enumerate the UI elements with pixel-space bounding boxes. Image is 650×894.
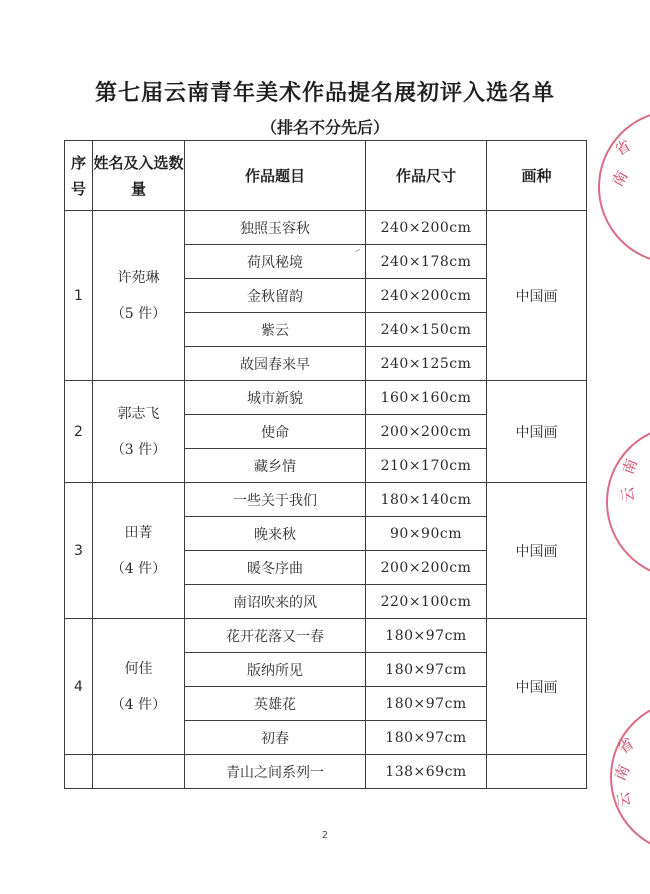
- genre-cell: 中国画: [487, 381, 587, 483]
- work-size: 200×200cm: [366, 551, 487, 585]
- official-seal-middle: [606, 425, 650, 579]
- artist-name: 何佳: [124, 660, 153, 677]
- seal-char: 省: [611, 136, 634, 160]
- table-row: [65, 211, 587, 245]
- artist-name: 田菁: [124, 524, 153, 541]
- artist-cell: [93, 619, 185, 755]
- work-size: 180×97cm: [366, 619, 487, 653]
- seal-char: 南: [610, 762, 634, 784]
- header-seq: 序号: [65, 141, 93, 211]
- work-size: 90×90cm: [366, 517, 487, 551]
- artist-cell: [93, 211, 185, 381]
- artist-name: 许苑琳: [117, 269, 160, 286]
- artist-cell: [93, 483, 185, 619]
- work-title: 紫云: [185, 313, 366, 347]
- work-title: 藏乡情: [185, 449, 366, 483]
- artist-count: （5 件）: [110, 305, 167, 322]
- work-size: 180×97cm: [366, 653, 487, 687]
- document-subtitle: （排名不分先后）: [260, 118, 389, 137]
- table-row: [65, 381, 587, 415]
- work-size: 200×200cm: [366, 415, 487, 449]
- work-size: 138×69cm: [366, 755, 487, 789]
- genre-cell: [487, 755, 587, 789]
- genre-cell: 中国画: [487, 619, 587, 755]
- work-size: 240×200cm: [366, 211, 487, 245]
- genre-cell: 中国画: [487, 483, 587, 619]
- header-genre: 画种: [487, 141, 587, 211]
- table-row: [65, 483, 587, 517]
- seq-cell: [65, 755, 93, 789]
- work-size: 240×178cm: [366, 245, 487, 279]
- seq-cell: 2: [65, 381, 93, 483]
- work-size: 180×97cm: [366, 687, 487, 721]
- table-row: [65, 619, 587, 653]
- work-title: 英雄花: [185, 687, 366, 721]
- document-title: 第七届云南青年美术作品提名展初评入选名单: [94, 81, 555, 106]
- work-title: 城市新貌: [185, 381, 366, 415]
- work-size: 180×140cm: [366, 483, 487, 517]
- work-title: 青山之间系列一: [185, 755, 366, 789]
- work-size: 160×160cm: [366, 381, 487, 415]
- work-size: 210×170cm: [366, 449, 487, 483]
- artist-cell: [93, 381, 185, 483]
- work-size: 240×150cm: [366, 313, 487, 347]
- artist-count: （4 件）: [110, 560, 167, 577]
- work-size: 240×200cm: [366, 279, 487, 313]
- work-title: 独照玉容秋: [185, 211, 366, 245]
- seq-cell: 3: [65, 483, 93, 619]
- work-title: 花开花落又一春: [185, 619, 366, 653]
- work-title: 晚来秋: [185, 517, 366, 551]
- seq-cell: 4: [65, 619, 93, 755]
- work-size: 220×100cm: [366, 585, 487, 619]
- work-title: 使命: [185, 415, 366, 449]
- header-work: 作品题目: [185, 141, 366, 211]
- work-title: 荷风秘境: [185, 245, 366, 279]
- work-title: 金秋留韵: [185, 279, 366, 313]
- work-title: 一些关于我们: [185, 483, 366, 517]
- page-number: 2: [321, 830, 329, 841]
- artist-cell: [93, 755, 185, 789]
- selection-list-table: [64, 140, 587, 789]
- seal-char: 云: [618, 486, 638, 503]
- work-title: 故园春来早: [185, 347, 366, 381]
- work-title: 版纳所见: [185, 653, 366, 687]
- seq-cell: 1: [65, 211, 93, 381]
- genre-cell: 中国画: [487, 211, 587, 381]
- seal-char: 南: [618, 456, 642, 477]
- work-title: 初春: [185, 721, 366, 755]
- header-size: 作品尺寸: [366, 141, 487, 211]
- artist-count: （3 件）: [110, 441, 167, 458]
- artist-count: （4 件）: [110, 696, 167, 713]
- artist-name: 郭志飞: [117, 405, 160, 422]
- seal-char: 南: [608, 167, 632, 190]
- seal-char: 省: [614, 734, 638, 758]
- work-size: 240×125cm: [366, 347, 487, 381]
- work-title: 暖冬序曲: [185, 551, 366, 585]
- header-name: 姓名及入选数量: [93, 141, 185, 211]
- seal-char: 云: [614, 791, 634, 808]
- table-row: [65, 755, 587, 789]
- table-header-row: [65, 141, 587, 211]
- work-size: 180×97cm: [366, 721, 487, 755]
- work-title: 南诏吹来的风: [185, 585, 366, 619]
